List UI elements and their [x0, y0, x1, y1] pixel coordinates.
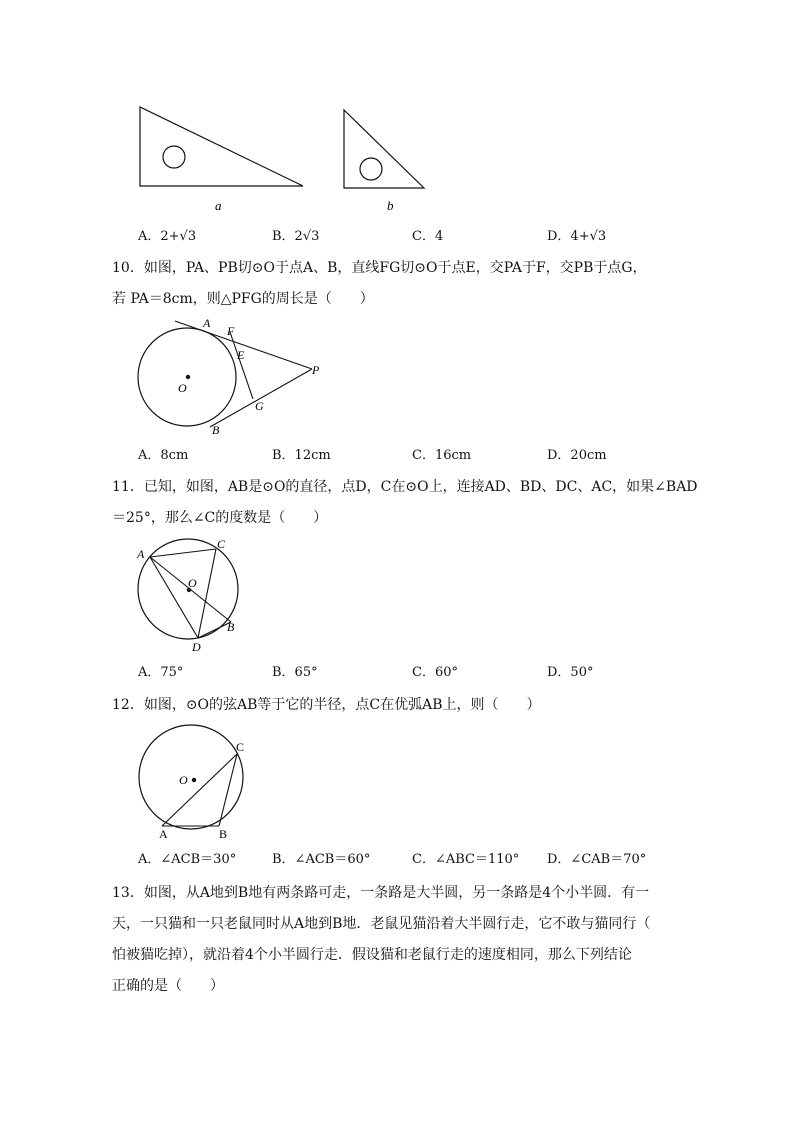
q11-text-line1: 11．已知，如图，AB是⊙O的直径，点D，C在⊙O上，连接AD、BD、DC、AC，如果∠BAD: [112, 479, 698, 495]
q11-option-c: C．60°: [412, 665, 458, 680]
q10-center-dot: [186, 375, 190, 379]
q10-figure: [130, 310, 330, 440]
q10-option-a: A．8cm: [138, 448, 189, 463]
q12-segment-bc: [219, 754, 237, 826]
triangle-b: [344, 110, 424, 188]
q11-option-b: B．65°: [272, 665, 318, 680]
q11-text-line2: ＝25°，那么∠C的度数是（ ）: [112, 510, 328, 526]
q10-option-d: D．20cm: [547, 448, 607, 463]
q10-label-f: F: [227, 324, 235, 338]
option-b-top: B．2√3: [272, 229, 320, 244]
q13-text-line3: 怕被猫吃掉），就沿着4个小半圆行走．假设猫和老鼠行走的速度相同，那么下列结论: [112, 947, 632, 963]
q11-segment-dc: [198, 549, 216, 638]
q10-text-line1: 10．如图，PA、PB切⊙O于点A、B，直线FG切⊙O于点E，交PA于F，交PB于点G，: [112, 260, 647, 276]
q12-figure: [130, 722, 260, 844]
q11-label-o: O: [188, 576, 197, 590]
label-a: a: [215, 198, 222, 213]
triangle-b-hole: [360, 158, 382, 180]
q12-label-a: A: [159, 827, 168, 841]
q10-option-b: B．12cm: [272, 448, 331, 463]
q10-label-b: B: [212, 423, 220, 437]
option-c-top: C．4: [412, 229, 444, 244]
triangle-a: [140, 107, 303, 186]
q13-text-line1: 13．如图，从A地到B地有两条路可走，一条路是大半圆，另一条路是4个小半圆．有一: [112, 885, 650, 901]
option-a-top: A．2+√3: [138, 229, 197, 244]
triangle-figure: [130, 100, 440, 220]
q11-segment-ac: [150, 549, 216, 557]
q12-option-c: C．∠ABC＝110°: [412, 852, 520, 867]
q12-option-a: A．∠ACB＝30°: [138, 852, 237, 867]
q12-label-c: C: [236, 740, 245, 754]
q10-label-o: O: [178, 381, 187, 395]
option-d-top: D．4+√3: [547, 229, 607, 244]
label-b: b: [387, 198, 394, 213]
q11-segment-ad: [150, 557, 198, 638]
q11-label-d: D: [192, 640, 201, 654]
q10-label-e: E: [237, 348, 245, 362]
q12-circle: [139, 725, 243, 829]
q12-text-line1: 12．如图，⊙O的弦AB等于它的半径，点C在优弧AB上，则（ ）: [112, 697, 541, 713]
q13-text-line2: 天，一只猫和一只老鼠同时从A地到B地．老鼠见猫沿着大半圆行走，它不敢与猫同行（: [112, 916, 651, 932]
q11-figure: [130, 532, 250, 657]
q10-tangent-fg: [230, 332, 253, 399]
q11-label-c: C: [217, 537, 226, 551]
q11-label-a: A: [137, 547, 145, 561]
q10-option-c: C．16cm: [412, 448, 472, 463]
q10-label-g: G: [255, 399, 264, 413]
q11-label-b: B: [227, 620, 235, 634]
q11-option-d: D．50°: [547, 665, 594, 680]
q12-label-b: B: [219, 827, 228, 841]
q11-option-a: A．75°: [138, 665, 184, 680]
q10-label-p: P: [312, 363, 320, 377]
q12-center-dot: [192, 778, 196, 782]
q12-option-b: B．∠ACB＝60°: [272, 852, 371, 867]
q12-label-o: O: [179, 773, 188, 787]
q10-text-line2: 若 PA＝8cm，则△PFG的周长是（ ）: [112, 291, 374, 307]
q12-option-d: D．∠CAB＝70°: [547, 852, 647, 867]
q10-tangent-pb: [210, 369, 312, 427]
triangle-a-hole: [163, 146, 185, 168]
q13-text-line4: 正确的是（ ）: [112, 978, 224, 994]
q10-label-a: A: [203, 316, 211, 330]
